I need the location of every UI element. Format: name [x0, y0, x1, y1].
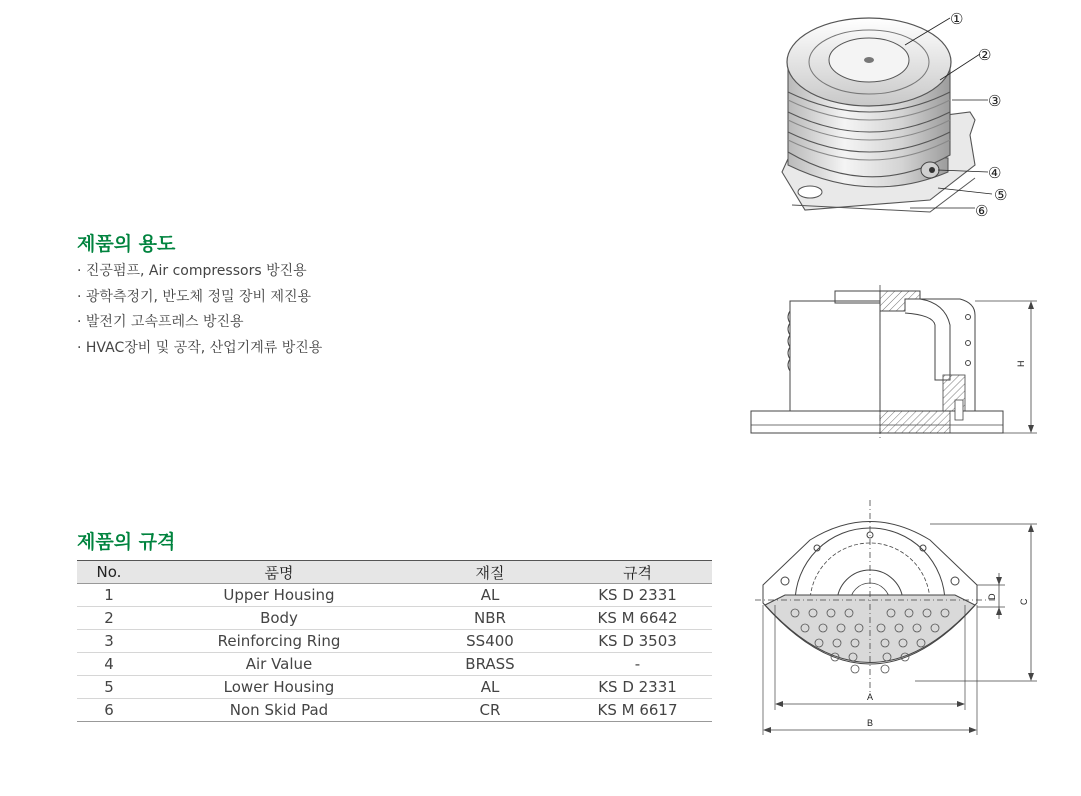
callout-6: ⑥ — [975, 203, 989, 220]
cell-no: 4 — [77, 653, 141, 676]
dim-c-label: C — [1019, 598, 1029, 605]
cell-standard: KS M 6642 — [563, 607, 712, 630]
cell-standard: KS D 2331 — [563, 676, 712, 699]
header-no: No. — [77, 561, 141, 584]
table-row — [77, 699, 712, 722]
callout-4: ④ — [988, 165, 1002, 182]
cell-material: NBR — [417, 607, 563, 630]
cell-no: 5 — [77, 676, 141, 699]
cell-no: 2 — [77, 607, 141, 630]
cell-standard: KS M 6617 — [563, 699, 712, 722]
cell-standard: KS D 3503 — [563, 630, 712, 653]
usage-item: · HVAC장비 및 공작, 산업기계류 방진용 — [77, 339, 323, 356]
section-drawing-figure — [745, 285, 1045, 445]
spec-section-title: 제품의 규격 — [77, 531, 176, 553]
usage-list — [77, 262, 322, 364]
cell-part-name: Air Value — [141, 653, 417, 676]
cell-part-name: Body — [141, 607, 417, 630]
cell-material: AL — [417, 584, 563, 607]
cell-material: BRASS — [417, 653, 563, 676]
table-row — [77, 584, 712, 607]
header-part-name: 품명 — [141, 561, 417, 584]
cell-no: 3 — [77, 630, 141, 653]
cell-no: 1 — [77, 584, 141, 607]
spec-table-header — [77, 561, 712, 584]
dim-b-label: B — [867, 718, 874, 728]
callout-2: ② — [978, 47, 992, 64]
usage-item: · 광학측정기, 반도체 정밀 장비 제진용 — [77, 288, 312, 305]
cell-part-name: Non Skid Pad — [141, 699, 417, 722]
table-row — [77, 653, 712, 676]
usage-item: · 진공펌프, Air compressors 방진용 — [77, 263, 307, 279]
product-isometric-figure — [770, 0, 1070, 230]
cell-part-name: Reinforcing Ring — [141, 630, 417, 653]
callout-1: ① — [950, 11, 964, 28]
cell-part-name: Lower Housing — [141, 676, 417, 699]
header-material: 재질 — [417, 561, 563, 584]
usage-item: · 발전기 고속프레스 방진용 — [77, 314, 244, 330]
cell-standard: - — [563, 653, 712, 676]
header-standard: 규격 — [563, 561, 712, 584]
cell-standard: KS D 2331 — [563, 584, 712, 607]
dim-d-label: D — [987, 593, 997, 600]
spec-table — [77, 560, 712, 722]
cell-part-name: Upper Housing — [141, 584, 417, 607]
cell-material: SS400 — [417, 630, 563, 653]
callout-5: ⑤ — [994, 187, 1008, 204]
dim-h-label: H — [1016, 360, 1026, 367]
table-row — [77, 676, 712, 699]
cell-material: AL — [417, 676, 563, 699]
usage-section-title: 제품의 용도 — [77, 233, 176, 255]
callout-3: ③ — [988, 93, 1002, 110]
plan-view-figure — [755, 495, 1055, 745]
dim-a-label: A — [867, 692, 874, 702]
cell-material: CR — [417, 699, 563, 722]
cell-no: 6 — [77, 699, 141, 722]
table-row — [77, 630, 712, 653]
table-row — [77, 607, 712, 630]
